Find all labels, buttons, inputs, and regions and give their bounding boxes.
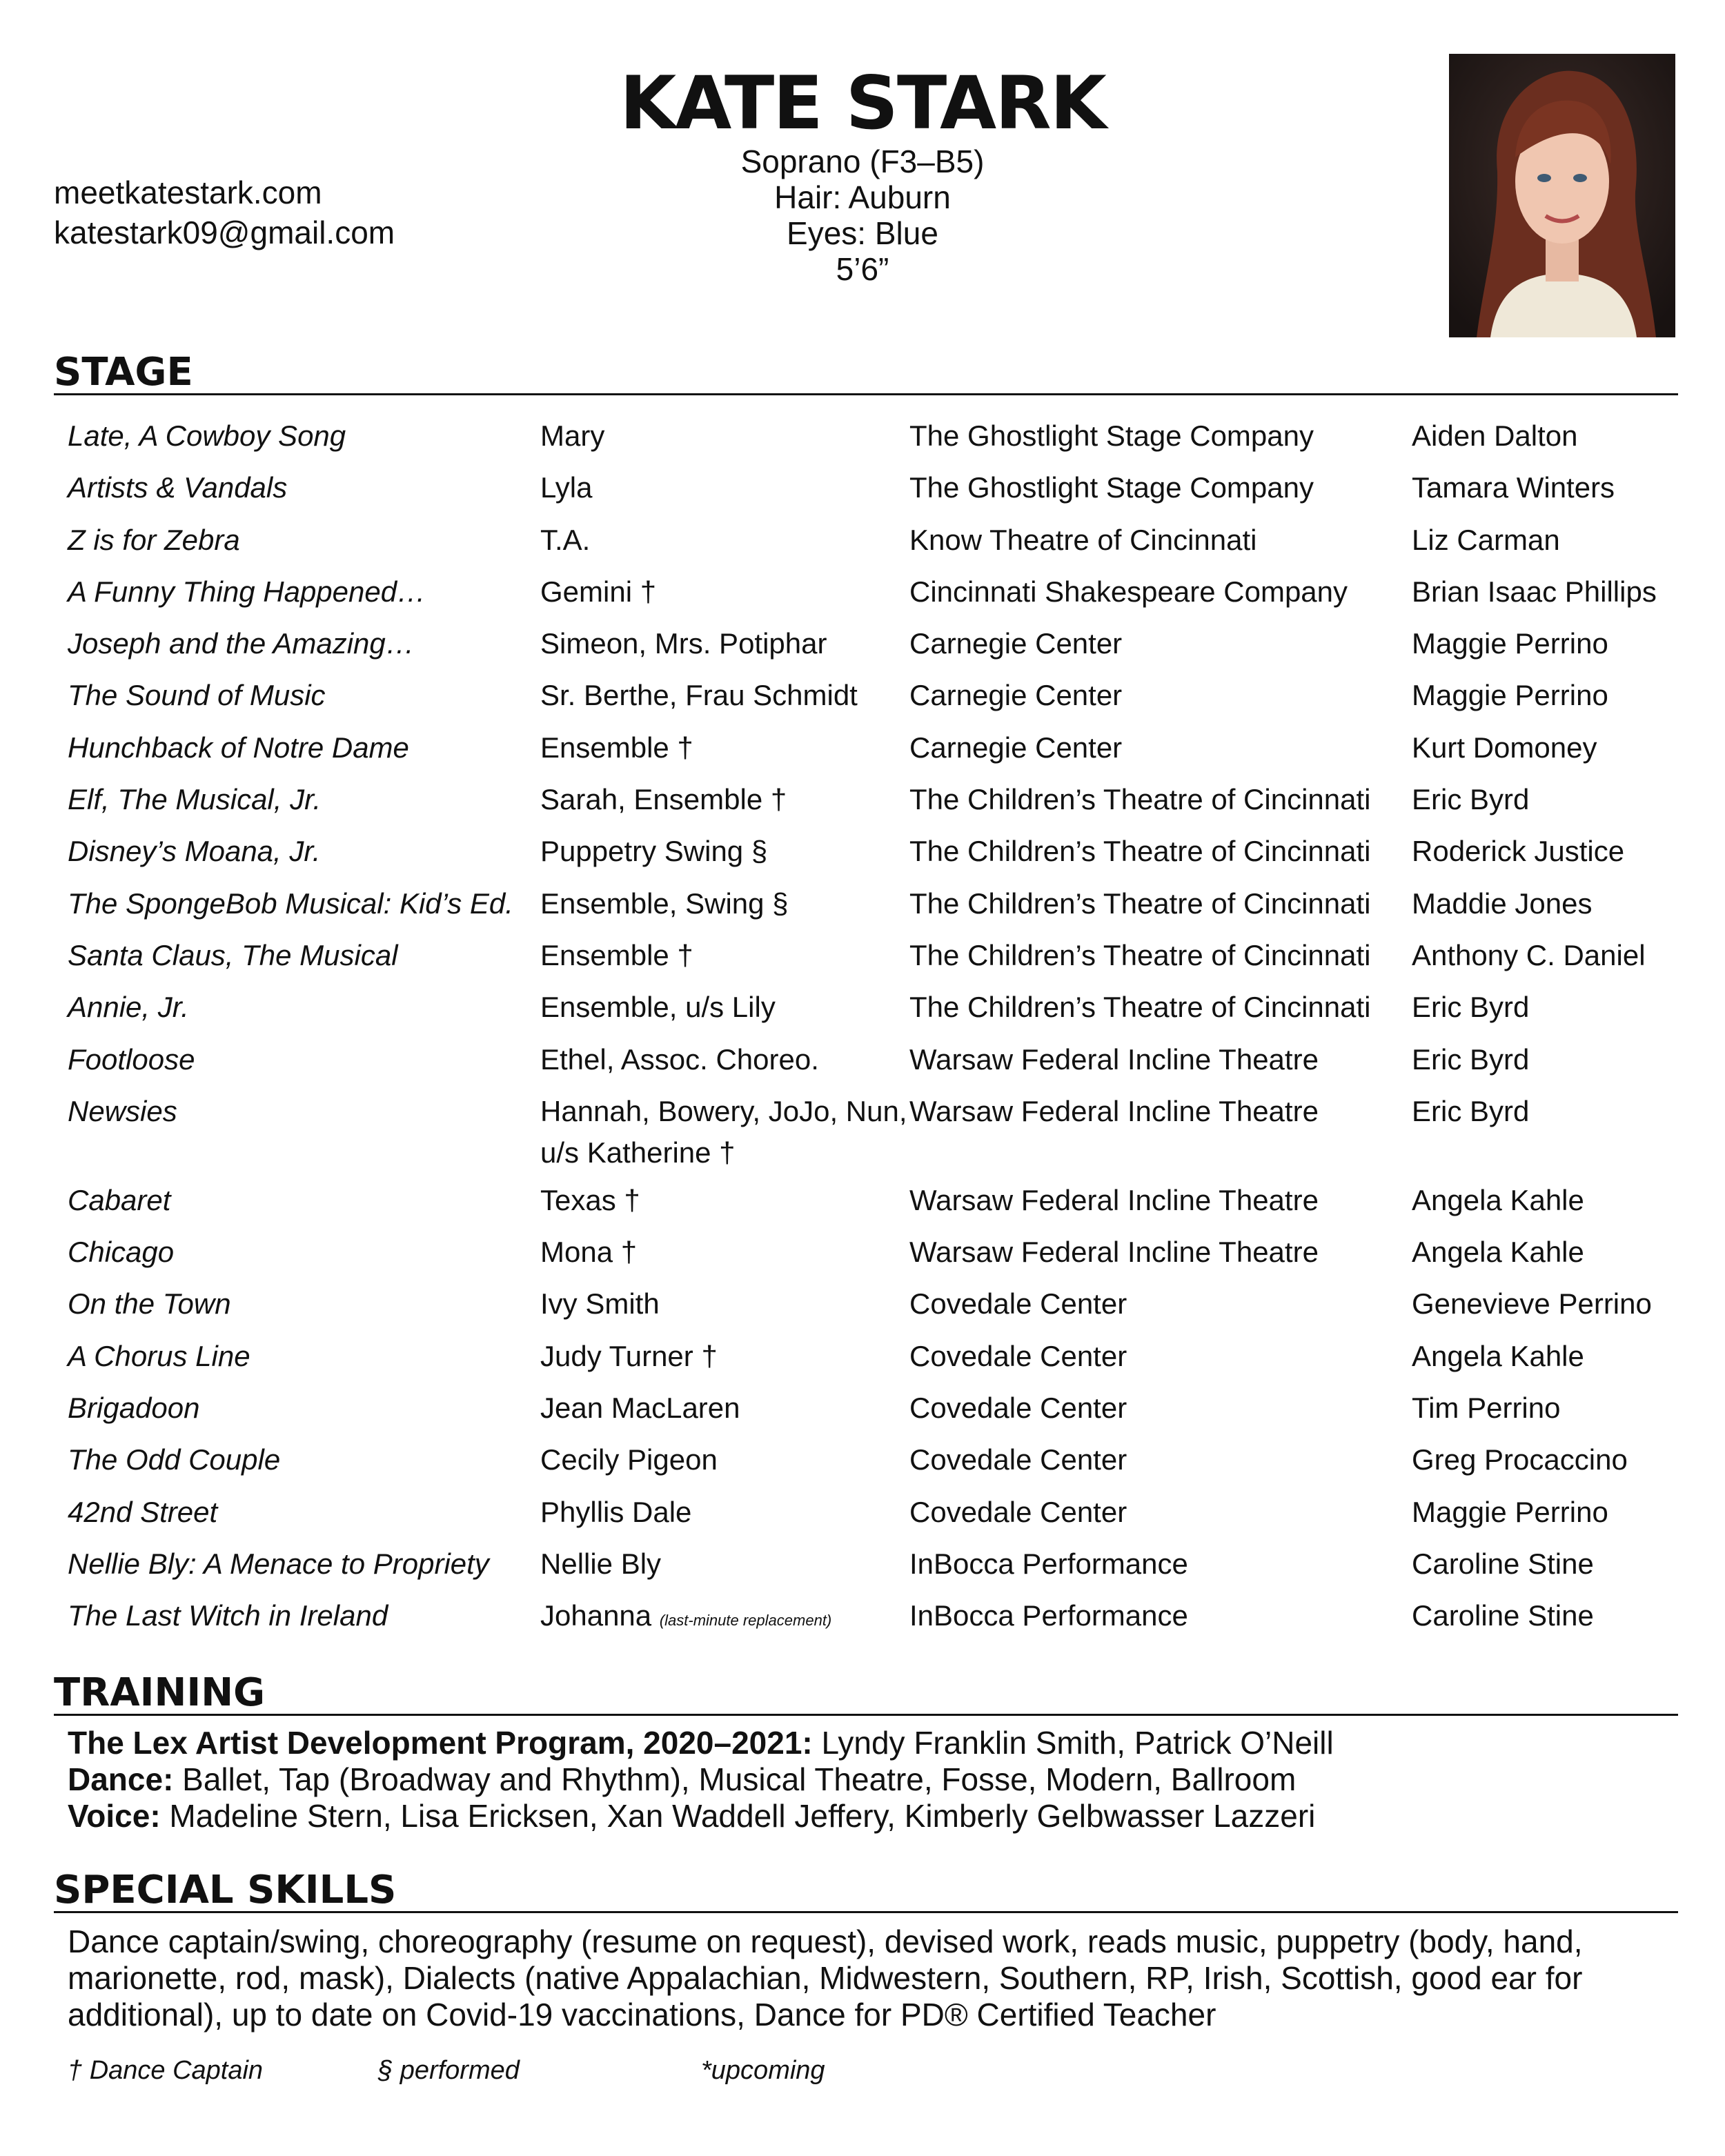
special-skills-text: Dance captain/swing, choreography (resume on request), devised work, reads music, puppetry (body, hand, marionette, rod, mask), Dialects (native Appalachian, Midwestern, Southern, RP, Irish, Scottish, good ear for additional), up to date on Covid-19 vaccinations, Dance for PD® Certified Teacher [68, 1923, 1583, 2033]
credit-role-cell [540, 1439, 909, 1491]
credit-company: The Children’s Theatre of Cincinnati [909, 783, 1371, 816]
credit-role-cell [540, 1595, 909, 1647]
credit-role-cell [540, 1232, 909, 1283]
credit-company: Warsaw Federal Incline Theatre [909, 1236, 1319, 1269]
credit-role-note: (last-minute replacement) [659, 1612, 832, 1630]
credit-role-cell [540, 727, 909, 779]
credit-company: Covedale Center [909, 1392, 1127, 1425]
credit-show: Newsies [68, 1094, 177, 1127]
credit-company: The Ghostlight Stage Company [909, 419, 1314, 452]
credit-show: Annie, Jr. [68, 991, 189, 1024]
credit-director: Greg Procaccino [1412, 1443, 1628, 1476]
credit-show: The SpongeBob Musical: Kid’s Ed. [68, 887, 513, 920]
credit-role-cell [540, 1091, 909, 1180]
voice-range: Soprano (F3–B5) [740, 144, 985, 179]
website-link[interactable]: meetkatestark.com [54, 175, 322, 210]
credit-role-cell [540, 571, 909, 623]
credit-show: The Sound of Music [68, 679, 326, 712]
credit-row [68, 1336, 1682, 1387]
legend-dance-captain: † Dance Captain [68, 2056, 264, 2085]
actor-name: KATE STARK [620, 61, 1105, 146]
credit-company: The Children’s Theatre of Cincinnati [909, 991, 1371, 1024]
credit-company: InBocca Performance [909, 1547, 1188, 1580]
credit-row [68, 831, 1682, 882]
credit-director: Brian Isaac Phillips [1412, 575, 1657, 608]
training-voice [68, 1798, 1682, 1834]
training-program-teachers: Lyndy Franklin Smith, Patrick O’Neill [812, 1725, 1334, 1761]
credit-row [68, 1439, 1682, 1491]
credit-row [68, 571, 1682, 623]
credit-role-cell [540, 623, 909, 675]
credit-role: Lyla [540, 471, 593, 504]
credit-director: Maggie Perrino [1412, 627, 1608, 660]
credit-role: Sr. Berthe, Frau Schmidt [540, 679, 858, 712]
credit-role: T.A. [540, 523, 591, 556]
credit-role-cell [540, 1492, 909, 1543]
credit-role: Ethel, Assoc. Choreo. [540, 1042, 819, 1076]
credit-role-cell [540, 883, 909, 935]
credit-company: Covedale Center [909, 1495, 1127, 1528]
training-dance-styles: Ballet, Tap (Broadway and Rhythm), Musical Theatre, Fosse, Modern, Ballroom [173, 1761, 1297, 1797]
legend-upcoming: *upcoming [701, 2056, 825, 2085]
headshot-photo [1449, 54, 1675, 337]
credit-role-cell [540, 1283, 909, 1335]
credit-role-cell [540, 415, 909, 467]
special-skills-heading: SPECIAL SKILLS [54, 1870, 1678, 1913]
training-heading: TRAINING [54, 1672, 1678, 1716]
credit-director: Angela Kahle [1412, 1183, 1584, 1216]
credit-role-cell [540, 779, 909, 831]
credit-show: On the Town [68, 1287, 231, 1321]
credit-show: Z is for Zebra [68, 523, 240, 556]
contact-info [54, 172, 395, 253]
credit-show: The Last Witch in Ireland [68, 1599, 388, 1632]
credit-role: Puppetry Swing § [540, 835, 768, 868]
training-list [68, 1725, 1682, 1834]
credit-row [68, 935, 1682, 987]
credit-show: Late, A Cowboy Song [68, 419, 346, 452]
credit-row [68, 1595, 1682, 1647]
credit-show: Cabaret [68, 1183, 171, 1216]
eye-color: Eyes: Blue [787, 215, 938, 251]
stage-heading: STAGE [54, 352, 1678, 395]
training-voice-label: Voice: [68, 1798, 161, 1834]
credit-director: Kurt Domoney [1412, 731, 1597, 764]
credit-role: Ivy Smith [540, 1287, 660, 1321]
credit-role-cell [540, 1039, 909, 1091]
credit-role-cell [540, 1336, 909, 1387]
credit-row [68, 779, 1682, 831]
credit-role: Ensemble † [540, 938, 693, 971]
training-program [68, 1725, 1682, 1761]
credit-role: Johanna [540, 1599, 652, 1632]
credit-row [68, 1492, 1682, 1543]
credit-director: Maggie Perrino [1412, 1495, 1608, 1528]
credit-row [68, 623, 1682, 675]
credit-director: Caroline Stine [1412, 1599, 1594, 1632]
credit-row [68, 1039, 1682, 1091]
credit-company: Covedale Center [909, 1339, 1127, 1372]
credit-show: Chicago [68, 1236, 175, 1269]
credit-company: Know Theatre of Cincinnati [909, 523, 1257, 556]
credit-show: Brigadoon [68, 1392, 200, 1425]
credit-director: Roderick Justice [1412, 835, 1625, 868]
credit-show: Joseph and the Amazing… [68, 627, 415, 660]
credit-company: Cincinnati Shakespeare Company [909, 575, 1348, 608]
stage-credits-table [68, 415, 1682, 1648]
credit-row [68, 1091, 1682, 1180]
credit-company: Carnegie Center [909, 627, 1123, 660]
credit-director: Aiden Dalton [1412, 419, 1578, 452]
credit-role: Phyllis Dale [540, 1495, 692, 1528]
credit-company: The Children’s Theatre of Cincinnati [909, 887, 1371, 920]
credit-row [68, 1232, 1682, 1283]
credit-director: Eric Byrd [1412, 783, 1530, 816]
height: 5’6” [836, 251, 889, 287]
credit-role-cell [540, 1543, 909, 1595]
credit-role: Cecily Pigeon [540, 1443, 718, 1476]
credit-role-cell [540, 467, 909, 519]
training-dance-label: Dance: [68, 1761, 174, 1797]
legend-performed: § performed [378, 2056, 520, 2085]
credit-role: Nellie Bly [540, 1547, 662, 1580]
credit-role: Mona † [540, 1236, 638, 1269]
credit-show: Santa Claus, The Musical [68, 938, 398, 971]
credit-director: Caroline Stine [1412, 1547, 1594, 1580]
credit-show: Elf, The Musical, Jr. [68, 783, 322, 816]
credit-row [68, 1387, 1682, 1439]
credit-role: Texas † [540, 1183, 640, 1216]
credit-role: Simeon, Mrs. Potiphar [540, 627, 827, 660]
credit-role-cell [540, 831, 909, 882]
credit-row [68, 883, 1682, 935]
credit-company: The Ghostlight Stage Company [909, 471, 1314, 504]
training-program-label: The Lex Artist Development Program, 2020–2021: [68, 1725, 813, 1761]
credit-company: Warsaw Federal Incline Theatre [909, 1094, 1319, 1127]
credit-role: Ensemble, u/s Lily [540, 991, 776, 1024]
credit-row [68, 1283, 1682, 1335]
credit-company: The Children’s Theatre of Cincinnati [909, 938, 1371, 971]
credit-director: Maddie Jones [1412, 887, 1593, 920]
credit-role: Jean MacLaren [540, 1392, 740, 1425]
credit-show: Artists & Vandals [68, 471, 288, 504]
credit-role-cell [540, 987, 909, 1038]
credit-show: Footloose [68, 1042, 195, 1076]
credit-show: Disney’s Moana, Jr. [68, 835, 321, 868]
credit-director: Eric Byrd [1412, 1042, 1530, 1076]
credit-company: Covedale Center [909, 1443, 1127, 1476]
credit-role: Ensemble, Swing § [540, 887, 789, 920]
credit-role-cell [540, 675, 909, 726]
credit-director: Eric Byrd [1412, 991, 1530, 1024]
credit-director: Tim Perrino [1412, 1392, 1561, 1425]
credit-role: Hannah, Bowery, JoJo, Nun, u/s Katherine † [540, 1094, 907, 1169]
credit-director: Anthony C. Daniel [1412, 938, 1646, 971]
credit-director: Eric Byrd [1412, 1094, 1530, 1127]
credit-company: Covedale Center [909, 1287, 1127, 1321]
credit-director: Angela Kahle [1412, 1339, 1584, 1372]
hair-color: Hair: Auburn [774, 179, 951, 215]
credit-company: Carnegie Center [909, 731, 1123, 764]
credit-show: Hunchback of Notre Dame [68, 731, 409, 764]
credit-director: Liz Carman [1412, 523, 1560, 556]
credit-show: 42nd Street [68, 1495, 218, 1528]
credit-row [68, 415, 1682, 467]
credit-role: Judy Turner † [540, 1339, 718, 1372]
credit-show: A Funny Thing Happened… [68, 575, 426, 608]
credit-role: Sarah, Ensemble † [540, 783, 787, 816]
credit-company: Warsaw Federal Incline Theatre [909, 1042, 1319, 1076]
credit-role: Ensemble † [540, 731, 693, 764]
credit-row [68, 987, 1682, 1038]
email-link[interactable]: katestark09@gmail.com [54, 215, 395, 250]
credit-director: Angela Kahle [1412, 1236, 1584, 1269]
credit-company: The Children’s Theatre of Cincinnati [909, 835, 1371, 868]
credit-director: Tamara Winters [1412, 471, 1615, 504]
credit-company: Warsaw Federal Incline Theatre [909, 1183, 1319, 1216]
credit-row [68, 727, 1682, 779]
credit-company: Carnegie Center [909, 679, 1123, 712]
credit-role-cell [540, 1387, 909, 1439]
credit-row [68, 467, 1682, 519]
credit-show: Nellie Bly: A Menace to Propriety [68, 1547, 489, 1580]
credit-role-cell [540, 1180, 909, 1232]
credit-row [68, 520, 1682, 571]
credit-row [68, 675, 1682, 726]
credit-company: InBocca Performance [909, 1599, 1188, 1632]
credit-director: Genevieve Perrino [1412, 1287, 1652, 1321]
credit-role: Mary [540, 419, 605, 452]
credit-row [68, 1180, 1682, 1232]
training-voice-teachers: Madeline Stern, Lisa Ericksen, Xan Waddell Jeffery, Kimberly Gelbwasser Lazzeri [160, 1798, 1316, 1834]
credit-show: The Odd Couple [68, 1443, 281, 1476]
credit-role-cell [540, 935, 909, 987]
credit-role-cell [540, 520, 909, 571]
training-dance [68, 1761, 1682, 1798]
credit-show: A Chorus Line [68, 1339, 250, 1372]
credit-director: Maggie Perrino [1412, 679, 1608, 712]
credit-row [68, 1543, 1682, 1595]
credit-role: Gemini † [540, 575, 657, 608]
